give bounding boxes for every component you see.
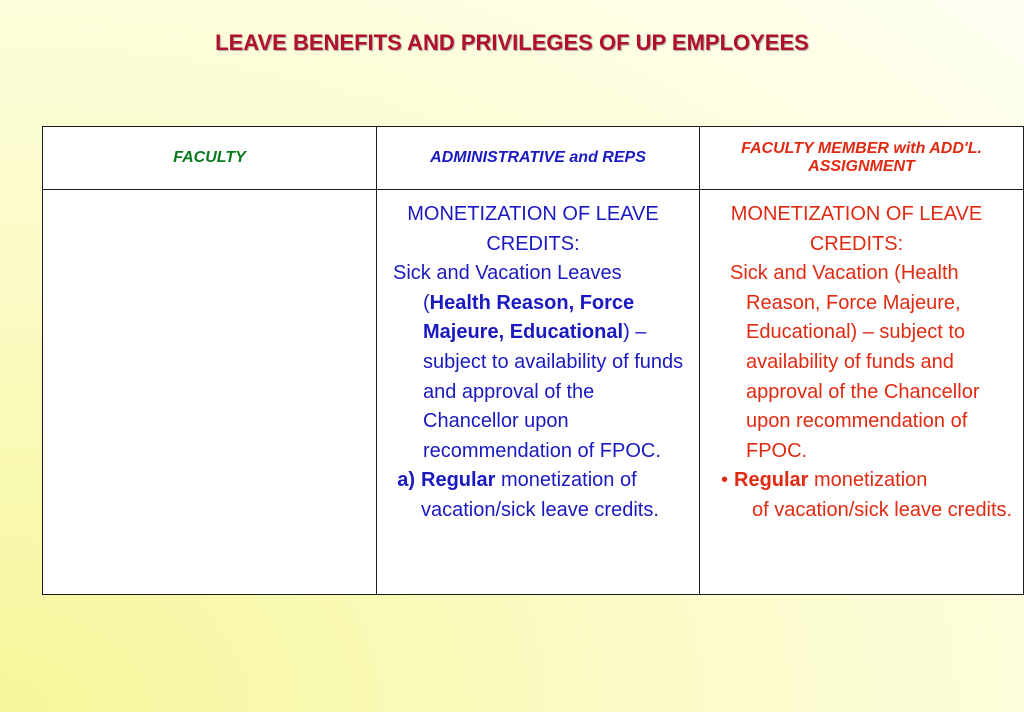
faculty-cell <box>43 190 377 595</box>
table-header-row <box>43 127 1024 190</box>
admin-list-item: a) Regular monetization of vacation/sick leave credits. <box>377 466 689 525</box>
header-faculty: FACULTY <box>43 127 377 190</box>
bullet-icon: • <box>720 469 728 492</box>
header-faculty-member: FACULTY MEMBER with ADD'L. ASSIGNMENT <box>700 127 1024 190</box>
fm-list-item: • Regular monetization <box>700 466 1013 496</box>
administrative-cell <box>377 190 700 595</box>
admin-item-marker: a) <box>397 469 415 492</box>
page-title: LEAVE BENEFITS AND PRIVILEGES OF UP EMPLOYEES <box>215 30 809 55</box>
fm-item-continuation: of vacation/sick leave credits. <box>752 498 1013 521</box>
admin-regular-bold: Regular <box>421 469 496 492</box>
admin-reasons-bold: Health Reason, Force Majeure, Educational <box>423 291 635 344</box>
faculty-member-cell <box>700 190 1024 595</box>
table-row <box>43 190 1024 595</box>
fm-regular-bold: Regular <box>734 469 809 492</box>
fm-monetization-heading: MONETIZATION OF LEAVE CREDITS: <box>730 203 983 255</box>
header-administrative: ADMINISTRATIVE and REPS <box>377 127 700 190</box>
fm-sick-vacation-text: Sick and Vacation (Health Reason, Force Majeure, Educational) – subject to availability of funds and approval of the Chancellor upon recommendation of FPOC. <box>730 262 980 462</box>
admin-sick-vacation-text: Sick and Vacation Leaves (Health Reason, Force Majeure, Educational) – subject to availability of funds and approval of the Chancellor upon recommendation of FPOC. <box>393 262 684 462</box>
leave-benefits-table <box>42 126 1024 595</box>
admin-monetization-heading: MONETIZATION OF LEAVE CREDITS: <box>407 203 659 255</box>
